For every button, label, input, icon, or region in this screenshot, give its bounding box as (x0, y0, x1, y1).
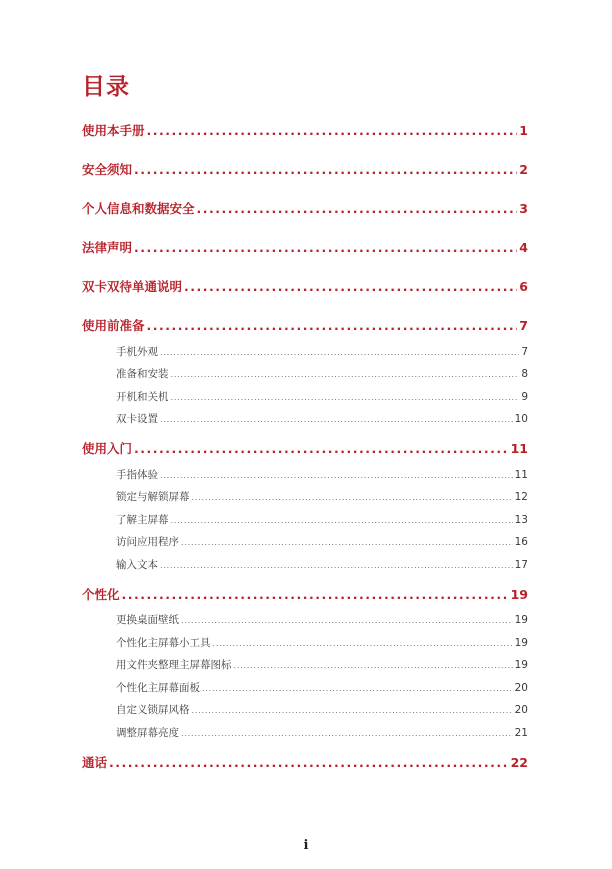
toc-leader-dots (160, 415, 513, 424)
toc-section-label: 个性化主屏幕小工具 (116, 636, 211, 649)
toc-section-page: 17 (514, 558, 528, 571)
toc-leader-dots (160, 471, 513, 480)
toc-chapter-entry[interactable] (82, 199, 528, 219)
toc-chapter-label: 使用入门 (82, 441, 133, 456)
toc-leader-dots (181, 538, 513, 547)
toc-chapter-entry[interactable] (82, 316, 528, 336)
toc-leader-dots (197, 201, 518, 216)
toc-section-page: 21 (514, 726, 528, 739)
toc-section-page: 19 (514, 636, 528, 649)
page-number: i (303, 838, 309, 853)
toc-chapter-entry[interactable] (82, 121, 528, 141)
toc-chapter-entry[interactable] (82, 585, 528, 605)
toc-section-page: 13 (514, 513, 528, 526)
toc-section-page: 20 (514, 704, 528, 716)
toc-chapter-entry[interactable] (82, 238, 528, 258)
toc-leader-dots (192, 706, 513, 715)
toc-section-entry[interactable] (82, 344, 528, 359)
toc-chapter-label: 个人信息和数据安全 (82, 201, 195, 216)
toc-section-label: 手指体验 (116, 468, 158, 481)
toc-section-entry[interactable] (82, 557, 528, 572)
toc-chapter-page: 2 (519, 162, 528, 177)
toc-section-label: 了解主屏幕 (116, 513, 169, 526)
toc-chapter-page: 11 (510, 441, 528, 456)
toc-leader-dots (147, 123, 518, 138)
toc-section-page: 9 (521, 390, 528, 403)
toc-leader-dots (122, 587, 509, 602)
toc-section-page: 16 (514, 536, 528, 548)
toc-leader-dots (134, 240, 517, 255)
toc-chapter-page: 4 (519, 240, 528, 255)
toc-section-label: 手机外观 (116, 345, 158, 358)
toc-section-entry[interactable] (82, 489, 528, 504)
toc-section-label: 双卡设置 (116, 413, 158, 425)
toc-leader-dots (109, 755, 509, 770)
toc-section-entry[interactable] (82, 411, 528, 426)
toc-chapter-label: 双卡双待单通说明 (82, 279, 183, 294)
toc-section-entry[interactable] (82, 467, 528, 482)
toc-section-page: 11 (514, 468, 528, 481)
toc-leader-dots (171, 516, 513, 525)
toc-spacer (82, 180, 528, 199)
toc-chapter-label: 安全须知 (82, 162, 133, 177)
toc-section-label: 更换桌面壁纸 (116, 614, 179, 626)
toc-leader-dots (160, 561, 513, 570)
toc-section-page: 19 (514, 614, 528, 626)
toc-section-label: 调整屏幕亮度 (116, 726, 179, 739)
toc-spacer (82, 426, 528, 439)
toc-chapter-page: 3 (519, 201, 528, 216)
toc-leader-dots (234, 661, 513, 670)
toc-leader-dots (160, 348, 519, 357)
toc-section-entry[interactable] (82, 534, 528, 549)
toc-leader-dots (192, 493, 513, 502)
toc-section-label: 准备和安装 (116, 368, 169, 380)
toc-chapter-entry[interactable] (82, 277, 528, 297)
toc-leader-dots (171, 370, 520, 379)
toc-section-entry[interactable] (82, 635, 528, 650)
toc-section-page: 8 (521, 368, 528, 380)
toc-section-entry[interactable] (82, 512, 528, 527)
toc-chapter-label: 使用本手册 (82, 123, 145, 138)
toc-chapter-page: 7 (519, 318, 528, 333)
toc-chapter-entry[interactable] (82, 160, 528, 180)
toc-section-page: 12 (514, 491, 528, 503)
toc-section-label: 访问应用程序 (116, 536, 179, 548)
toc-leader-dots (171, 393, 520, 402)
toc-section-label: 开机和关机 (116, 390, 169, 403)
toc-chapter-page: 19 (510, 586, 528, 602)
toc-section-label: 锁定与解锁屏幕 (116, 491, 190, 503)
toc-section-entry[interactable] (82, 389, 528, 404)
table-of-contents (82, 121, 528, 773)
toc-section-entry[interactable] (82, 702, 528, 717)
toc-leader-dots (134, 441, 509, 456)
toc-leader-dots (181, 729, 513, 738)
toc-leader-dots (134, 162, 517, 177)
toc-spacer (82, 258, 528, 277)
toc-chapter-label: 通话 (82, 754, 108, 770)
toc-section-page: 20 (514, 681, 528, 694)
toc-section-entry[interactable] (82, 657, 528, 672)
toc-section-entry[interactable] (82, 680, 528, 695)
toc-chapter-page: 6 (519, 279, 528, 294)
toc-chapter-page: 1 (519, 123, 528, 138)
toc-section-label: 用文件夹整理主屏幕图标 (116, 659, 232, 671)
toc-spacer (82, 572, 528, 585)
toc-section-page: 19 (514, 659, 528, 671)
toc-chapter-entry[interactable] (82, 439, 528, 459)
toc-leader-dots (184, 279, 517, 294)
toc-chapter-label: 法律声明 (82, 240, 133, 255)
toc-chapter-entry[interactable] (82, 753, 528, 773)
toc-leader-dots (202, 684, 513, 693)
toc-section-label: 自定义锁屏风格 (116, 704, 190, 716)
toc-section-entry[interactable] (82, 612, 528, 627)
page-title: 目录 (82, 74, 130, 100)
toc-section-label: 输入文本 (116, 558, 158, 571)
toc-spacer (82, 219, 528, 238)
toc-section-page: 7 (521, 345, 528, 358)
toc-chapter-label: 使用前准备 (82, 318, 145, 333)
toc-section-label: 个性化主屏幕面板 (116, 681, 200, 694)
toc-spacer (82, 141, 528, 160)
toc-leader-dots (213, 639, 513, 648)
toc-section-page: 10 (514, 413, 528, 425)
toc-spacer (82, 740, 528, 753)
toc-section-entry[interactable] (82, 725, 528, 740)
toc-leader-dots (181, 616, 513, 625)
toc-chapter-page: 22 (510, 754, 528, 770)
toc-leader-dots (147, 318, 518, 333)
toc-chapter-label: 个性化 (82, 586, 120, 602)
toc-section-entry[interactable] (82, 366, 528, 381)
toc-spacer (82, 297, 528, 316)
